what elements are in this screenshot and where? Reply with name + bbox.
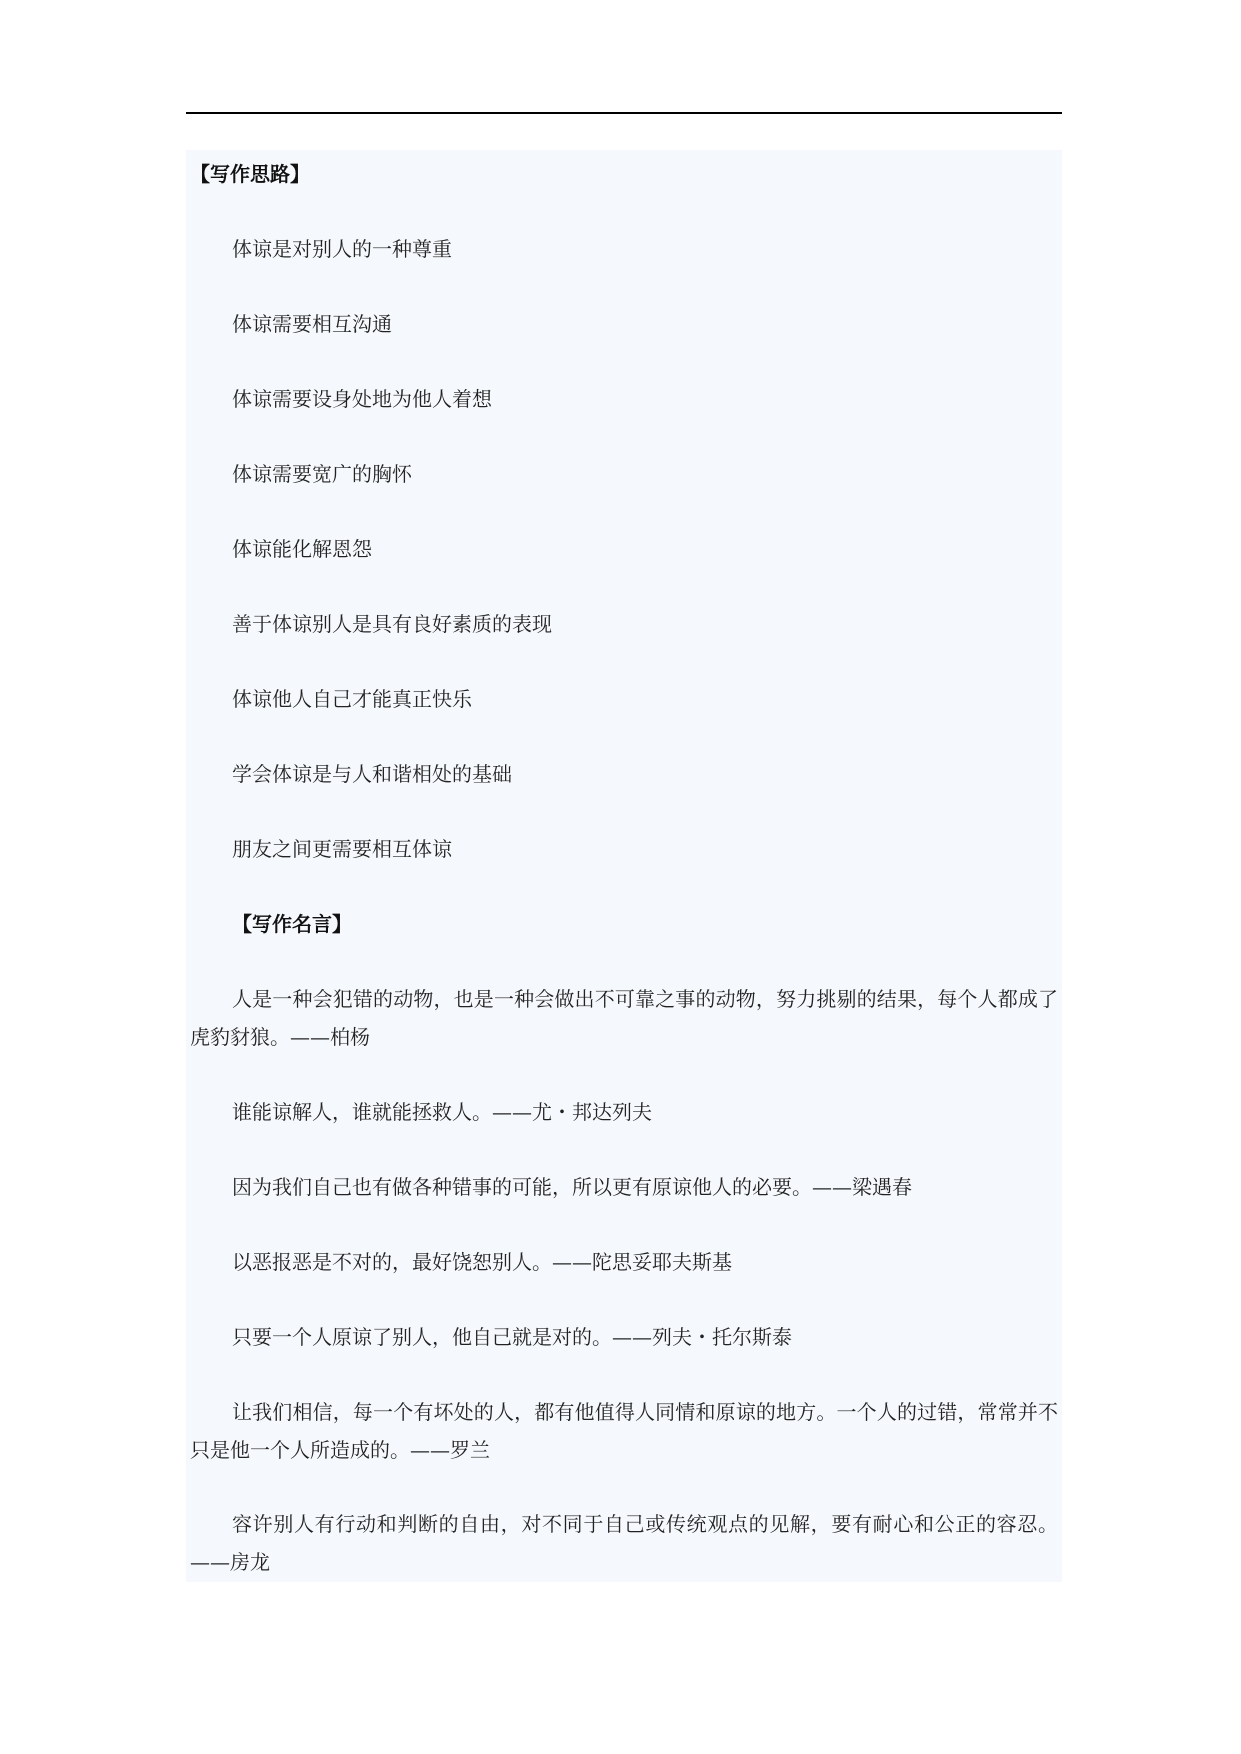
- quote-paragraph: 让我们相信，每一个有坏处的人，都有他值得人同情和原谅的地方。一个人的过错，常常并不只是他一个人所造成的。——罗兰: [190, 1400, 1058, 1462]
- section-heading-writing-quotes: 【写作名言】: [232, 912, 352, 936]
- idea-item: 朋友之间更需要相互体谅: [232, 837, 452, 861]
- quote-paragraph: 谁能谅解人，谁就能拯救人。——尤・邦达列夫: [232, 1100, 652, 1124]
- content-block: [186, 150, 1062, 1582]
- quote-paragraph: 人是一种会犯错的动物，也是一种会做出不可靠之事的动物，努力挑剔的结果，每个人都成了虎豹豺狼。——柏杨: [190, 987, 1058, 1049]
- quote-paragraph: 以恶报恶是不对的，最好饶恕别人。——陀思妥耶夫斯基: [232, 1250, 732, 1274]
- section-heading-writing-ideas: 【写作思路】: [190, 162, 310, 186]
- idea-item: 体谅需要宽广的胸怀: [232, 462, 412, 486]
- idea-item: 体谅需要相互沟通: [232, 312, 392, 336]
- quote-paragraph: 因为我们自己也有做各种错事的可能，所以更有原谅他人的必要。——梁遇春: [232, 1175, 912, 1199]
- idea-item: 体谅他人自己才能真正快乐: [232, 687, 472, 711]
- quote-paragraph: 容许别人有行动和判断的自由，对不同于自己或传统观点的见解，要有耐心和公正的容忍。——房龙: [190, 1512, 1058, 1574]
- idea-item: 体谅需要设身处地为他人着想: [232, 387, 492, 411]
- quote-paragraph: 只要一个人原谅了别人，他自己就是对的。——列夫・托尔斯泰: [232, 1325, 792, 1349]
- idea-item: 体谅能化解恩怨: [232, 537, 372, 561]
- idea-item: 体谅是对别人的一种尊重: [232, 237, 452, 261]
- idea-item: 善于体谅别人是具有良好素质的表现: [232, 612, 552, 636]
- top-rule: [186, 112, 1062, 114]
- idea-item: 学会体谅是与人和谐相处的基础: [232, 762, 512, 786]
